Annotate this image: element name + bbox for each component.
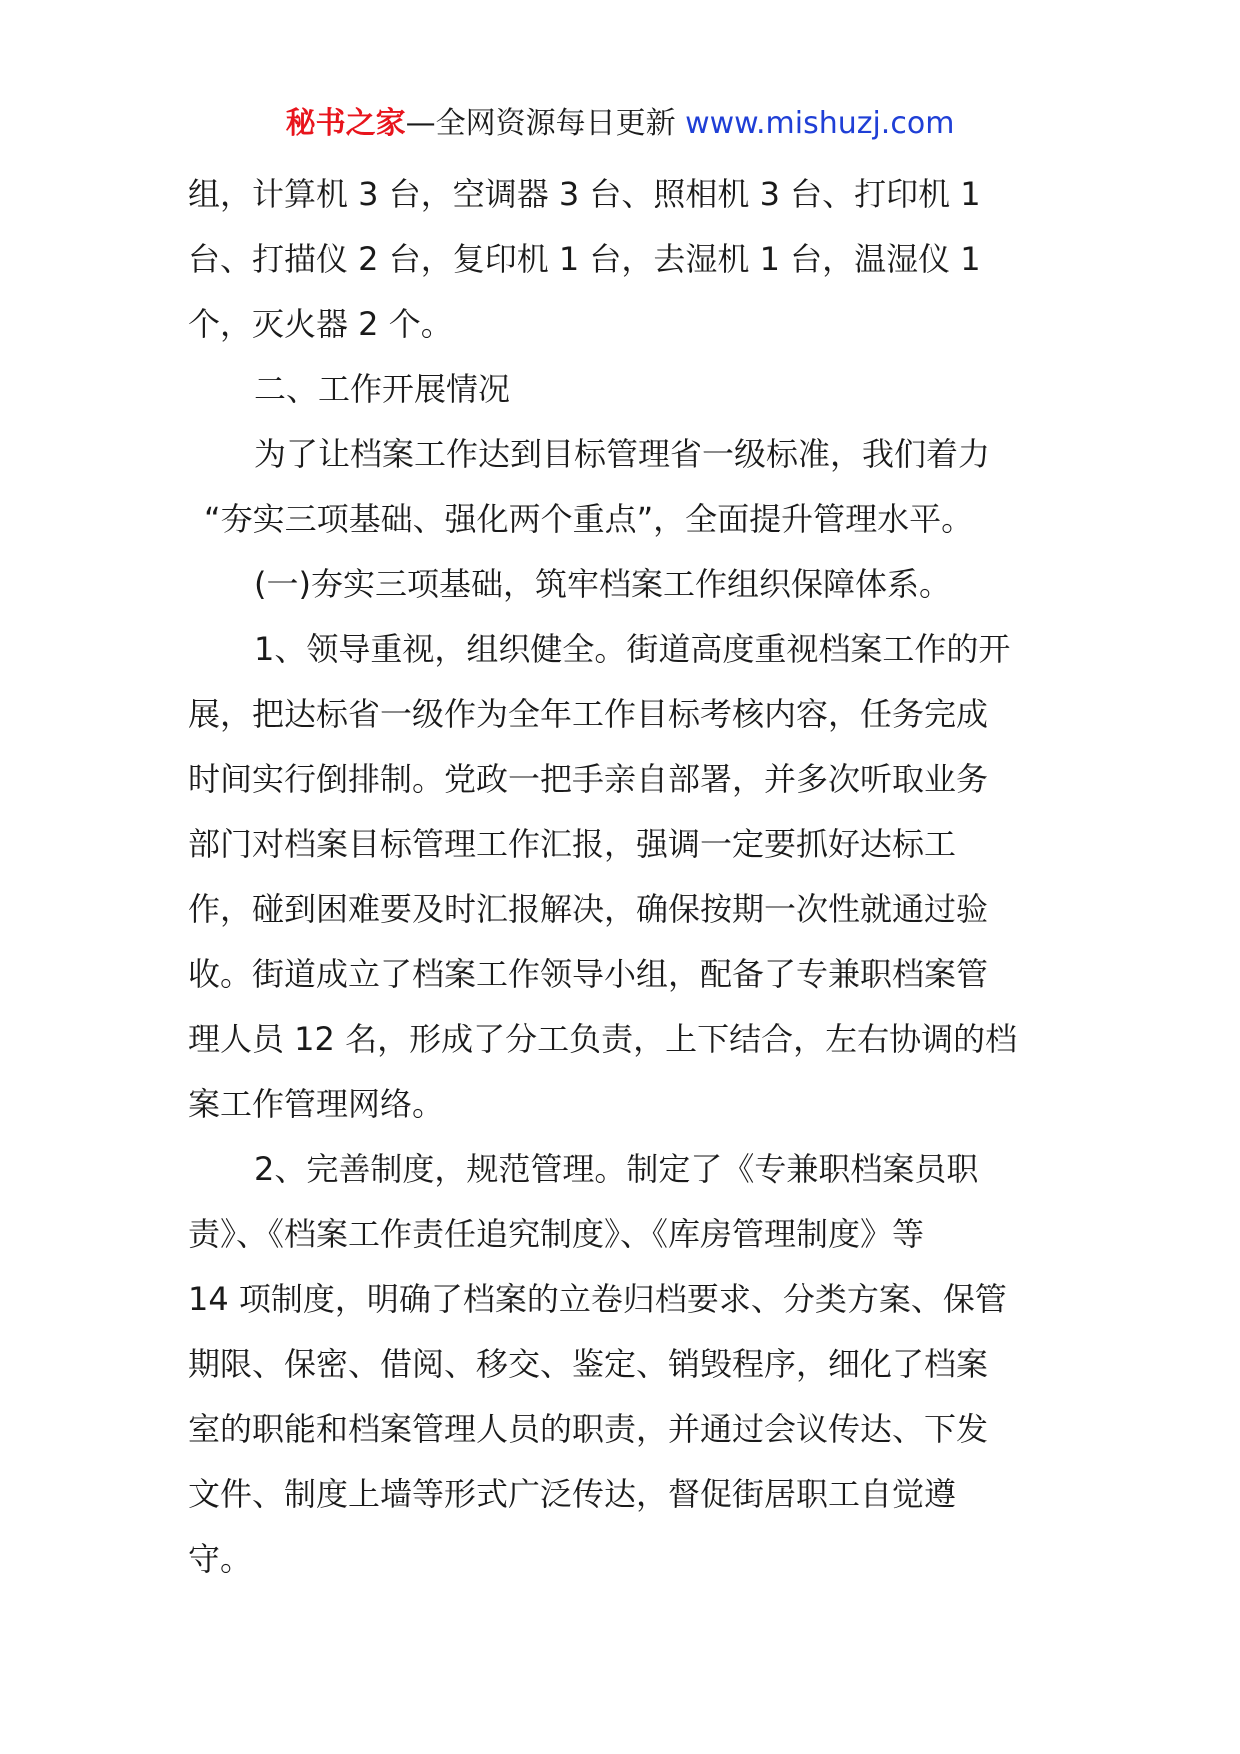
text-line: 台、打描仪 2 台，复印机 1 台，去湿机 1 台，温湿仪 1 <box>188 240 981 278</box>
paragraph-start: 1、领导重视，组织健全。街道高度重视档案工作的开 <box>254 630 1011 668</box>
text-line: 部门对档案目标管理工作汇报，强调一定要抓好达标工 <box>188 825 957 863</box>
document-body <box>188 162 1058 1592</box>
text-line: 案工作管理网络。 <box>188 1085 445 1123</box>
site-url-link[interactable]: www.mishuzj.com <box>675 106 955 141</box>
text-line: 个，灭火器 2 个。 <box>188 305 453 343</box>
text-line: 作，碰到困难要及时汇报解决，确保按期一次性就通过验 <box>188 890 989 928</box>
text-line: 收。街道成立了档案工作领导小组，配备了专兼职档案管 <box>188 955 989 993</box>
paragraph-start: 为了让档案工作达到目标管理省一级标准，我们着力 <box>254 435 991 473</box>
text-line: “夯实三项基础、强化两个重点”，全面提升管理水平。 <box>204 500 974 538</box>
subsection-heading: (一)夯实三项基础，筑牢档案工作组织保障体系。 <box>254 565 951 603</box>
header-slogan: —全网资源每日更新 <box>405 106 676 141</box>
section-heading: 二、工作开展情况 <box>254 370 511 408</box>
text-line: 展，把达标省一级作为全年工作目标考核内容，任务完成 <box>188 695 989 733</box>
paragraph-start: 2、完善制度，规范管理。制定了《专兼职档案员职 <box>254 1150 979 1188</box>
text-line: 责》、《档案工作责任追究制度》、《库房管理制度》等 <box>188 1215 925 1253</box>
brand-name: 秘书之家 <box>285 106 406 141</box>
text-line: 文件、制度上墙等形式广泛传达，督促街居职工自觉遵 <box>188 1475 957 1513</box>
text-line: 组，计算机 3 台，空调器 3 台、照相机 3 台、打印机 1 <box>188 175 981 213</box>
site-header <box>0 102 1240 146</box>
text-line: 守。 <box>188 1540 253 1578</box>
text-line: 理人员 12 名，形成了分工负责，上下结合，左右协调的档 <box>188 1020 1018 1058</box>
text-line: 14 项制度，明确了档案的立卷归档要求、分类方案、保管 <box>188 1280 1007 1318</box>
text-line: 时间实行倒排制。党政一把手亲自部署，并多次听取业务 <box>188 760 989 798</box>
text-line: 室的职能和档案管理人员的职责，并通过会议传达、下发 <box>188 1410 989 1448</box>
text-line: 期限、保密、借阅、移交、鉴定、销毁程序，细化了档案 <box>188 1345 989 1383</box>
